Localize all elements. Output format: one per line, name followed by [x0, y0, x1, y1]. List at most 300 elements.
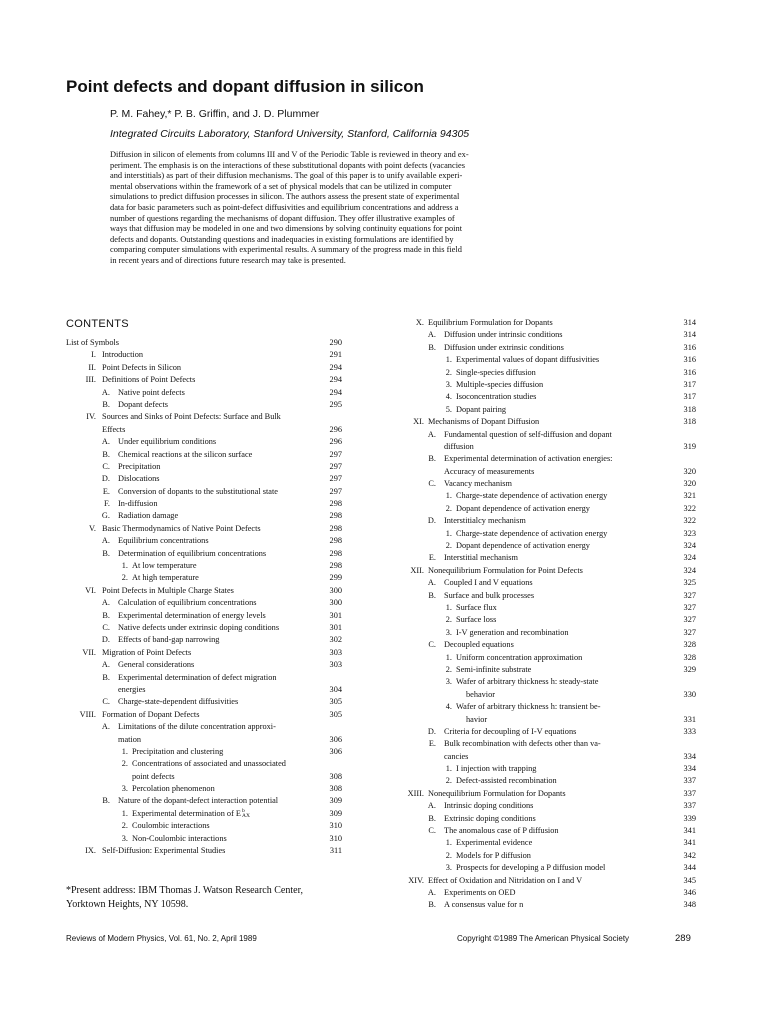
- toc-entry-page: 298: [329, 561, 342, 571]
- toc-entry-page: 328: [683, 652, 696, 662]
- toc-entry: [400, 429, 696, 441]
- toc-entry: [400, 515, 696, 527]
- abstract-line: Diffusion in silicon of elements from columns III and V of the Periodic Table is reviewed in theory and ex-: [110, 150, 469, 159]
- toc-entry-number: II.: [88, 362, 96, 372]
- toc-entry-number: B.: [428, 342, 436, 352]
- toc-entry-title: Wafer of arbitrary thickness h: steady-state: [456, 677, 599, 687]
- toc-entry-page: 296: [329, 437, 342, 447]
- toc-entry: [400, 614, 696, 626]
- toc-entry: [66, 721, 342, 733]
- toc-entry: [66, 746, 342, 758]
- toc-entry-number: 3.: [445, 863, 452, 873]
- toc-entry-page: 314: [683, 330, 696, 340]
- toc-entry-title: Intrinsic doping conditions: [444, 801, 534, 811]
- toc-entry-title: Interstitial mechanism: [444, 553, 518, 563]
- toc-entry-title: diffusion: [444, 441, 474, 451]
- toc-entry-title: Semi-infinite substrate: [456, 664, 532, 674]
- toc-entry-number: 2.: [445, 367, 452, 377]
- toc-entry-number: A.: [101, 387, 110, 397]
- toc-entry-title: Effects: [102, 424, 126, 434]
- toc-entry-title: Experimental determination of activation energies:: [444, 454, 613, 464]
- toc-entry: [400, 379, 696, 391]
- toc-entry: [66, 399, 342, 411]
- toc-entry: [66, 795, 342, 807]
- toc-entry-page: 294: [329, 387, 342, 397]
- toc-entry-number: 1.: [445, 491, 452, 501]
- toc-entry-title: cancies: [444, 751, 469, 761]
- toc-entry: [66, 647, 342, 659]
- toc-entry-number: 1.: [445, 602, 452, 612]
- toc-entry: [400, 875, 696, 887]
- toc-entry-page: 337: [683, 801, 696, 811]
- toc-entry-page: 325: [683, 578, 696, 588]
- toc-entry-page: 304: [329, 684, 342, 694]
- toc-entry: [66, 337, 342, 349]
- toc-entry-title: Interstitialcy mechanism: [444, 516, 526, 526]
- toc-entry-title: Non-Coulombic interactions: [132, 833, 227, 843]
- toc-entry-title: Experimental values of dopant diffusivities: [456, 355, 600, 365]
- toc-entry-title: The anomalous case of P diffusion: [444, 826, 559, 836]
- toc-entry-number: 3.: [121, 833, 128, 843]
- toc-entry-number: XIII.: [407, 788, 424, 798]
- abstract-line: in recent years and of directions future research may take is presented.: [110, 255, 346, 265]
- toc-entry: [66, 672, 342, 684]
- toc-entry: [66, 486, 342, 498]
- toc-entry: [400, 466, 696, 478]
- toc-entry-page: 339: [683, 813, 696, 823]
- toc-entry-page: 309: [329, 796, 342, 806]
- abstract-line: comparing computer simulations with experimental results. A summary of the progress made in this field: [110, 245, 462, 255]
- toc-entry-number: 3.: [445, 677, 452, 687]
- toc-entry-number: C.: [102, 622, 110, 632]
- toc-entry-title: Diffusion under extrinsic conditions: [444, 342, 564, 352]
- abstract-line: mental observations within the framework of a set of physical models that can be utilized in computer: [110, 181, 452, 191]
- toc-entry-page: 320: [683, 466, 696, 476]
- toc-entry-page: 324: [683, 553, 696, 563]
- toc-entry-title: Prospects for developing a P diffusion model: [456, 863, 606, 873]
- toc-entry-page: 317: [683, 379, 696, 389]
- toc-entry-title: Coulombic interactions: [132, 821, 210, 831]
- toc-entry-page: 297: [329, 486, 342, 496]
- toc-entry-title: energies: [118, 684, 146, 694]
- toc-entry-page: 334: [683, 764, 696, 774]
- toc-entry-page: 337: [683, 788, 696, 798]
- toc-entry-title: Concentrations of associated and unassociated: [132, 759, 286, 769]
- toc-entry-title: Surface and bulk processes: [444, 590, 535, 600]
- toc-entry-number: B.: [102, 548, 110, 558]
- toc-entry-number: VIII.: [79, 709, 96, 719]
- toc-entry-title: Vacancy mechanism: [444, 479, 512, 489]
- toc-entry-title: Effects of band-gap narrowing: [118, 635, 220, 645]
- toc-entry-page: 309: [329, 808, 342, 818]
- toc-entry-number: D.: [427, 726, 436, 736]
- toc-entry: [400, 329, 696, 341]
- toc-entry-number: XII.: [410, 565, 424, 575]
- toc-entry: [400, 800, 696, 812]
- toc-entry-title: Sources and Sinks of Point Defects: Surface and Bulk: [102, 412, 281, 422]
- toc-entry: [66, 771, 342, 783]
- toc-entry-title: Native point defects: [118, 387, 185, 397]
- toc-entry-number: A.: [101, 722, 110, 732]
- toc-entry: [66, 387, 342, 399]
- toc-entry: [66, 808, 342, 820]
- toc-entry-title: Charge-state dependence of activation energy: [456, 491, 608, 501]
- toc-entry-number: 2.: [445, 615, 452, 625]
- toc-entry: [400, 775, 696, 787]
- toc-entry-title: Percolation phenomenon: [132, 784, 215, 794]
- toc-entry: [66, 820, 342, 832]
- toc-entry: [400, 738, 696, 750]
- toc-entry-title: Charge-state dependence of activation energy: [456, 528, 608, 538]
- toc-entry-page: 316: [683, 342, 696, 352]
- toc-entry: [66, 535, 342, 547]
- toc-entry-title: Multiple-species diffusion: [456, 379, 544, 389]
- toc-entry-number: D.: [101, 635, 110, 645]
- toc-entry-title: Point Defects in Multiple Charge States: [102, 585, 234, 595]
- abstract: [110, 150, 670, 267]
- toc-entry: [66, 498, 342, 510]
- toc-entry-title: Determination of equilibrium concentrations: [118, 548, 267, 558]
- toc-entry: [400, 751, 696, 763]
- toc-entry: [66, 473, 342, 485]
- toc-entry-number: 5.: [445, 404, 452, 414]
- toc-entry-number: A.: [427, 578, 436, 588]
- toc-entry-page: 324: [683, 565, 696, 575]
- toc-entry: [400, 391, 696, 403]
- toc-entry-title: Surface loss: [456, 615, 497, 625]
- toc-entry-page: 333: [683, 726, 696, 736]
- toc-entry-page: 331: [683, 714, 696, 724]
- toc-entry: [400, 354, 696, 366]
- toc-entry: [66, 523, 342, 535]
- toc-entry: [400, 813, 696, 825]
- toc-entry: [66, 424, 342, 436]
- toc-entry-page: 298: [329, 499, 342, 509]
- toc-entry: [400, 577, 696, 589]
- toc-entry-title: Wafer of arbitrary thickness h: transient be-: [456, 702, 601, 712]
- toc-entry: [400, 404, 696, 416]
- toc-entry-number: C.: [102, 697, 110, 707]
- toc-entry-number: B.: [428, 900, 436, 910]
- math-script: b AX: [241, 807, 250, 819]
- toc-entry-page: 342: [683, 850, 696, 860]
- toc-entry-title: List of Symbols: [66, 338, 120, 347]
- toc-entry-number: III.: [85, 375, 96, 385]
- toc-entry-title: Migration of Point Defects: [102, 647, 192, 657]
- toc-entry-title: Formation of Dopant Defects: [102, 709, 200, 719]
- toc-entry-title: Dopant dependence of activation energy: [456, 503, 590, 513]
- toc-entry-title: Dopant defects: [118, 399, 168, 409]
- toc-entry-number: 2.: [445, 664, 452, 674]
- toc-entry-number: E.: [428, 553, 436, 563]
- toc-entry-page: 300: [329, 585, 342, 595]
- toc-entry-title: General considerations: [118, 660, 195, 670]
- toc-entry-title: Single-species diffusion: [456, 367, 536, 377]
- toc-entry-title: Point Defects in Silicon: [102, 362, 182, 372]
- toc-entry-number: VI.: [85, 585, 96, 595]
- abstract-line: data for basic parameters such as point-defect diffusivities and equilibrium concentrations and address a: [110, 202, 459, 212]
- toc-entry-number: 1.: [121, 561, 128, 571]
- toc-entry-number: I.: [91, 350, 96, 360]
- toc-entry-title: Definitions of Point Defects: [102, 375, 196, 385]
- toc-entry-page: 327: [683, 602, 696, 612]
- toc-entry: [66, 734, 342, 746]
- toc-entry-title: Precipitation: [118, 461, 161, 471]
- toc-entry-page: 303: [329, 647, 342, 657]
- toc-entry-title: Defect-assisted recombination: [456, 776, 557, 786]
- toc-entry-number: A.: [101, 660, 110, 670]
- toc-entry: [400, 788, 696, 800]
- author-list: P. M. Fahey,* P. B. Griffin, and J. D. Plummer: [110, 108, 320, 120]
- toc-entry-page: 344: [683, 863, 696, 873]
- toc-entry-title: In-diffusion: [118, 499, 158, 509]
- toc-entry-title: A consensus value for n: [444, 900, 524, 910]
- affiliation: Integrated Circuits Laboratory, Stanford University, Stanford, California 94305: [110, 128, 470, 140]
- toc-entry-page: 308: [329, 771, 342, 781]
- toc-entry-title: Nature of the dopant-defect interaction potential: [118, 796, 279, 806]
- toc-entry-title: Experimental determination of defect migration: [118, 672, 277, 682]
- toc-entry: [400, 664, 696, 676]
- toc-entry-number: A.: [427, 887, 436, 897]
- toc-entry-title: Accuracy of measurements: [444, 466, 535, 476]
- toc-entry-title: Criteria for decoupling of I-V equations: [444, 726, 577, 736]
- toc-entry-number: C.: [102, 461, 110, 471]
- toc-entry: [400, 565, 696, 577]
- toc-entry-title: Mechanisms of Dopant Diffusion: [428, 417, 540, 427]
- toc-entry-title: Conversion of dopants to the substitutional state: [118, 486, 278, 496]
- toc-entry-title: Effect of Oxidation and Nitridation on I and V: [428, 875, 583, 885]
- toc-entry: [400, 478, 696, 490]
- toc-entry-page: 296: [329, 424, 342, 434]
- toc-entry-title: Limitations of the dilute concentration approxi-: [118, 722, 276, 732]
- toc-entry-number: A.: [427, 801, 436, 811]
- toc-entry-page: 306: [329, 734, 342, 744]
- toc-entry: [400, 590, 696, 602]
- toc-entry-page: 317: [683, 392, 696, 402]
- copyright-notice: Copyright ©1989 The American Physical Society: [457, 934, 630, 943]
- toc-entry-title: Self-Diffusion: Experimental Studies: [102, 846, 226, 856]
- toc-entry-title: I injection with trapping: [456, 764, 537, 774]
- toc-entry-number: C.: [428, 826, 436, 836]
- toc-entry: [400, 701, 696, 713]
- abstract-line: ways that diffusion may be modeled in one and two dimensions by solving continuity equations for point: [110, 224, 463, 234]
- toc-entry-page: 297: [329, 474, 342, 484]
- toc-entry-number: D.: [101, 474, 110, 484]
- toc-entry-page: 327: [683, 615, 696, 625]
- toc-entry-page: 345: [683, 875, 696, 885]
- toc-entry-page: 294: [329, 375, 342, 385]
- toc-entry-page: 320: [683, 479, 696, 489]
- toc-entry: [400, 862, 696, 874]
- toc-entry-number: A.: [427, 330, 436, 340]
- toc-entry-title: Experimental determination of E b AX: [132, 807, 250, 819]
- paper-title: Point defects and dopant diffusion in silicon: [66, 77, 424, 96]
- toc-entry: [400, 639, 696, 651]
- toc-entry-title: Under equilibrium conditions: [118, 437, 217, 447]
- toc-entry-page: 337: [683, 776, 696, 786]
- toc-entry-page: 302: [329, 635, 342, 645]
- toc-entry-page: 318: [683, 417, 696, 427]
- toc-entry-title: point defects: [132, 771, 175, 781]
- toc-entry: [66, 783, 342, 795]
- toc-entry: [66, 572, 342, 584]
- toc-entry-number: D.: [427, 516, 436, 526]
- toc-entry-title: Diffusion under intrinsic conditions: [444, 330, 563, 340]
- toc-entry-page: 300: [329, 598, 342, 608]
- toc-entry: [400, 503, 696, 515]
- toc-entry: [66, 622, 342, 634]
- toc-entry-title: Calculation of equilibrium concentrations: [118, 598, 257, 608]
- toc-entry: [400, 652, 696, 664]
- toc-entry-page: 346: [683, 887, 696, 897]
- toc-entry: [400, 887, 696, 899]
- toc-entry-title: Decoupled equations: [444, 640, 514, 650]
- abstract-line: periment. The emphasis is on the interactions of these substitutional dopants with point defects (vacancies: [110, 160, 466, 170]
- toc-entry-page: 297: [329, 461, 342, 471]
- contents-heading: CONTENTS: [66, 318, 129, 330]
- page-number: 289: [675, 933, 691, 944]
- toc-entry-page: 298: [329, 536, 342, 546]
- toc-entry-page: 310: [329, 833, 342, 843]
- toc-entry-title: Experimental determination of energy levels: [118, 610, 266, 620]
- toc-entry-title: Extrinsic doping conditions: [444, 813, 536, 823]
- toc-entry-title: mation: [118, 734, 142, 744]
- toc-entry: [66, 461, 342, 473]
- footnote-line: *Present address: IBM Thomas J. Watson Research Center,: [66, 885, 303, 896]
- journal-citation: Reviews of Modern Physics, Vol. 61, No. 2, April 1989: [66, 934, 257, 943]
- toc-entry: [400, 899, 696, 911]
- toc-entry: [66, 585, 342, 597]
- abstract-line: and interstitials) as part of their diffusion mechanisms. The goal of this paper is to unify available experi-: [110, 171, 463, 181]
- toc-entry-number: A.: [101, 598, 110, 608]
- toc-entry-page: 298: [329, 511, 342, 521]
- toc-entry-title: I-V generation and recombination: [456, 627, 569, 637]
- toc-entry: [400, 490, 696, 502]
- toc-entry-title: havior: [466, 714, 488, 724]
- toc-entry-number: 3.: [445, 627, 452, 637]
- toc-entry: [400, 453, 696, 465]
- toc-entry-title: Dislocations: [118, 474, 160, 484]
- toc-entry-page: 316: [683, 367, 696, 377]
- toc-entry-title: Radiation damage: [118, 511, 179, 521]
- toc-entry-number: 2.: [445, 503, 452, 513]
- toc-entry-page: 297: [329, 449, 342, 459]
- toc-entry-title: Equilibrium Formulation for Dopants: [428, 318, 553, 327]
- toc-entry-title: Coupled I and V equations: [444, 578, 533, 588]
- toc-entry: [66, 374, 342, 386]
- toc-entry-number: G.: [101, 511, 110, 521]
- toc-entry: [66, 560, 342, 572]
- abstract-line: number of questions regarding the mechanisms of dopant diffusion. They offer illustrative examples of: [110, 213, 455, 223]
- toc-entry-page: 341: [683, 826, 696, 836]
- toc-entry-page: 323: [683, 528, 696, 538]
- toc-entry-page: 291: [329, 350, 342, 360]
- toc-entry: [400, 367, 696, 379]
- toc-entry-number: IX.: [85, 846, 96, 856]
- toc-entry-number: 3.: [121, 784, 128, 794]
- toc-entry: [66, 349, 342, 361]
- toc-column-right: [400, 317, 696, 912]
- toc-entry: [400, 317, 696, 329]
- toc-entry-page: 299: [329, 573, 342, 583]
- toc-entry-title: Introduction: [102, 350, 144, 360]
- toc-entry: [400, 602, 696, 614]
- toc-entry: [400, 714, 696, 726]
- toc-entry-title: Experimental evidence: [456, 838, 533, 848]
- toc-entry-page: 321: [683, 491, 696, 501]
- toc-entry-page: 329: [683, 664, 696, 674]
- toc-entry: [400, 540, 696, 552]
- toc-entry: [66, 845, 342, 857]
- toc-entry: [400, 837, 696, 849]
- toc-entry: [66, 362, 342, 374]
- footnote-line: Yorktown Heights, NY 10598.: [66, 898, 189, 910]
- toc-entry-number: IV.: [86, 412, 96, 422]
- toc-entry: [66, 684, 342, 696]
- toc-entry-page: 290: [329, 338, 342, 347]
- toc-entry-page: 303: [329, 660, 342, 670]
- toc-entry-title: Surface flux: [456, 602, 497, 612]
- toc-entry: [400, 726, 696, 738]
- toc-entry-number: XIV.: [408, 875, 424, 885]
- toc-entry-title: At high temperature: [132, 573, 199, 583]
- toc-entry-page: 308: [329, 784, 342, 794]
- toc-entry: [66, 449, 342, 461]
- toc-entry: [400, 763, 696, 775]
- toc-entry-number: B.: [102, 796, 110, 806]
- toc-entry-number: 2.: [121, 821, 128, 831]
- toc-entry-number: 1.: [445, 528, 452, 538]
- toc-entry-number: B.: [102, 610, 110, 620]
- toc-entry-title: Bulk recombination with defects other than va-: [444, 739, 601, 749]
- toc-entry-page: 341: [683, 838, 696, 848]
- toc-entry: [66, 610, 342, 622]
- toc-entry-number: 1.: [445, 355, 452, 365]
- toc-entry-title: Chemical reactions at the silicon surface: [118, 449, 253, 459]
- toc-entry-number: 2.: [121, 573, 128, 583]
- toc-entry-number: 1.: [121, 808, 128, 818]
- toc-entry-number: V.: [89, 523, 96, 533]
- toc-entry-number: B.: [428, 813, 436, 823]
- toc-entry: [400, 850, 696, 862]
- toc-entry-title: Nonequilibrium Formulation for Dopants: [428, 788, 566, 798]
- toc-entry-number: A.: [427, 429, 436, 439]
- toc-entry-page: 322: [683, 516, 696, 526]
- toc-entry-page: 348: [683, 900, 696, 910]
- toc-entry-number: 2.: [445, 541, 452, 551]
- toc-entry-number: B.: [102, 672, 110, 682]
- toc-entry-title: Uniform concentration approximation: [456, 652, 583, 662]
- toc-entry-page: 322: [683, 503, 696, 513]
- toc-entry: [400, 528, 696, 540]
- toc-entry: [66, 659, 342, 671]
- abstract-line: defects and dopants. Outstanding questions and inadequacies in existing formulations are identified by: [110, 234, 454, 244]
- toc-entry-page: 327: [683, 590, 696, 600]
- toc-entry: [400, 689, 696, 701]
- toc-entry-page: 298: [329, 548, 342, 558]
- toc-entry-title: behavior: [466, 689, 496, 699]
- toc-entry: [400, 342, 696, 354]
- toc-entry-number: F.: [103, 499, 110, 509]
- toc-entry-title: Isoconcentration studies: [456, 392, 537, 402]
- toc-entry-number: 1.: [445, 764, 452, 774]
- toc-entry-title: Experiments on OED: [444, 887, 516, 897]
- toc-entry-page: 327: [683, 627, 696, 637]
- toc-entry-number: B.: [102, 449, 110, 459]
- footnote: [66, 884, 303, 911]
- toc-entry-page: 295: [329, 399, 342, 409]
- toc-entry-page: 328: [683, 640, 696, 650]
